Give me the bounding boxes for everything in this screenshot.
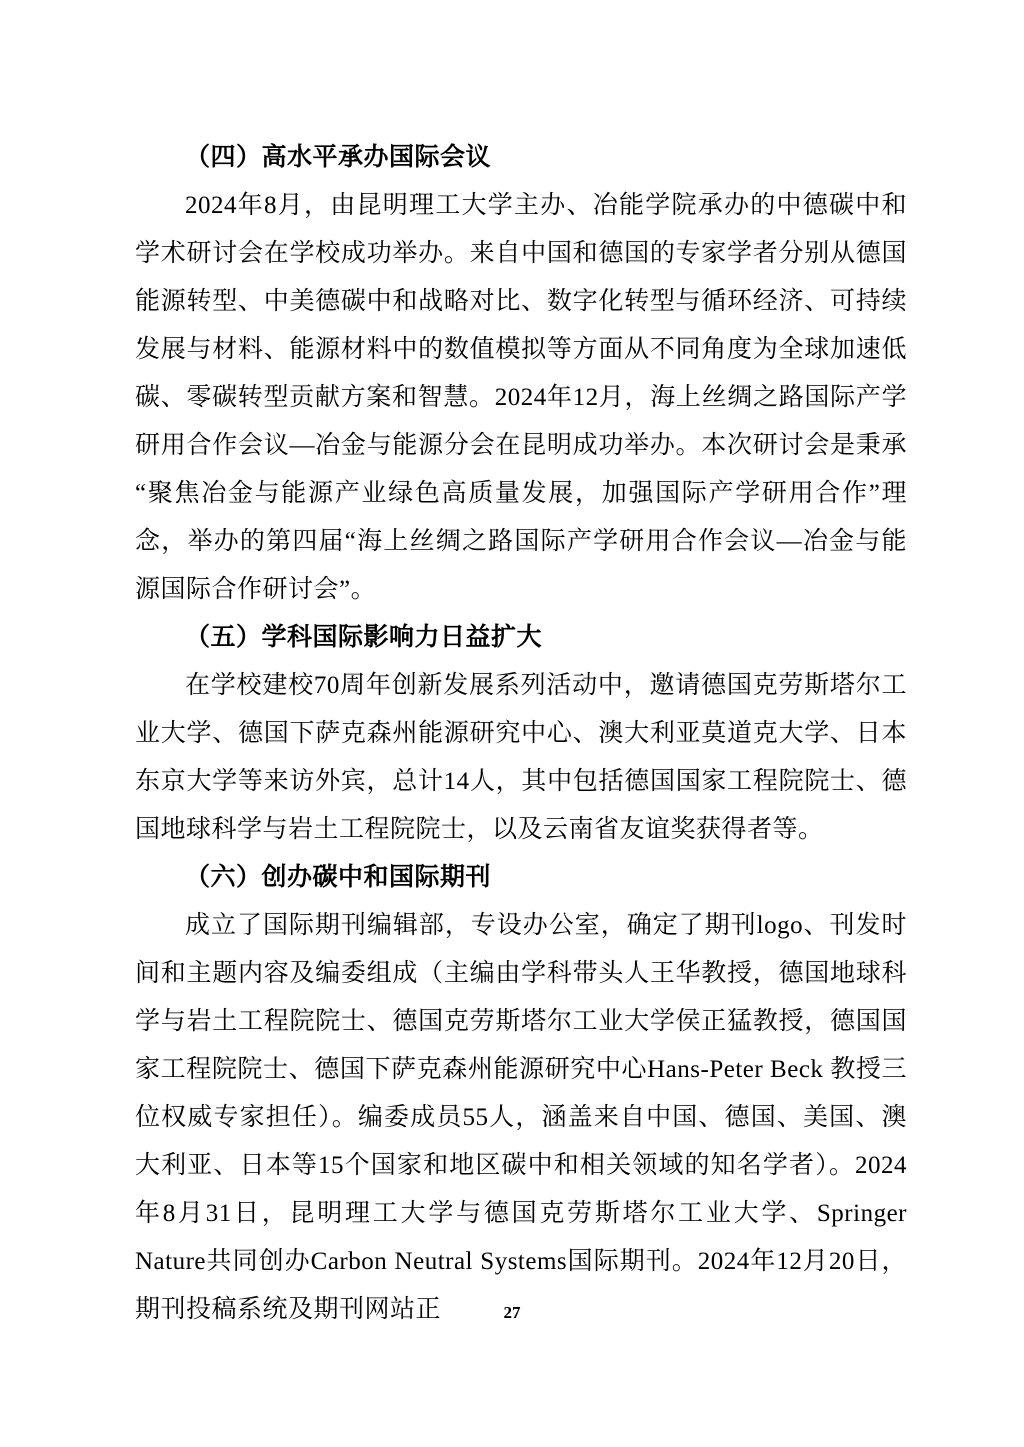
section-heading-6: （六）创办碳中和国际期刊 — [185, 864, 492, 891]
section-journal — [135, 854, 907, 1334]
section-conference — [135, 134, 907, 614]
section-paragraph-4: 2024年8月，由昆明理工大学主办、冶能学院承办的中德碳中和学术研讨会在学校成功举办。来自中国和德国的专家学者分别从德国能源转型、中美德碳中和战略对比、数字化转型与循环经济、可持续发展与材料、能源材料中的数值模拟等方面从不同角度为全球加速低碳、零碳转型贡献方案和智慧。2024年12月，海上丝绸之路国际产学研用合作会议—冶金与能源分会在昆明成功举办。本次研讨会是秉承“聚焦冶金与能源产业绿色高质量发展，加强国际产学研用合作”理念，举办的第四届“海上丝绸之路国际产学研用合作会议—冶金与能源国际合作研讨会”。 — [135, 192, 907, 603]
section-discipline-influence — [135, 614, 907, 854]
section-paragraph-6: 成立了国际期刊编辑部，专设办公室，确定了期刊logo、刊发时间和主题内容及编委组成（主编由学科带头人王华教授，德国地球科学与岩土工程院院士、德国克劳斯塔尔工业大学侯正猛教授，德国国家工程院院士、德国下萨克森州能源研究中心Hans-Peter Beck 教授三位权威专家担任）。编委成员55人，涵盖来自中国、德国、美国、澳大利亚、日本等15个国家和地区碳中和相关领域的知名学者）。2024年8月31日，昆明理工大学与德国克劳斯塔尔工业大学、Springer Nature共同创办Carbon Neutral Systems国际期刊。2024年12月20日，期刊投稿系统及期刊网站正 — [135, 912, 907, 1323]
page-number: 27 — [503, 1303, 521, 1322]
section-paragraph-5: 在学校建校70周年创新发展系列活动中，邀请德国克劳斯塔尔工业大学、德国下萨克森州能源研究中心、澳大利亚莫道克大学、日本东京大学等来访外宾，总计14人，其中包括德国国家工程院院士、德国地球科学与岩土工程院院士，以及云南省友谊奖获得者等。 — [135, 672, 907, 843]
section-heading-4: （四）高水平承办国际会议 — [185, 144, 492, 171]
section-heading-5: （五）学科国际影响力日益扩大 — [185, 624, 543, 651]
